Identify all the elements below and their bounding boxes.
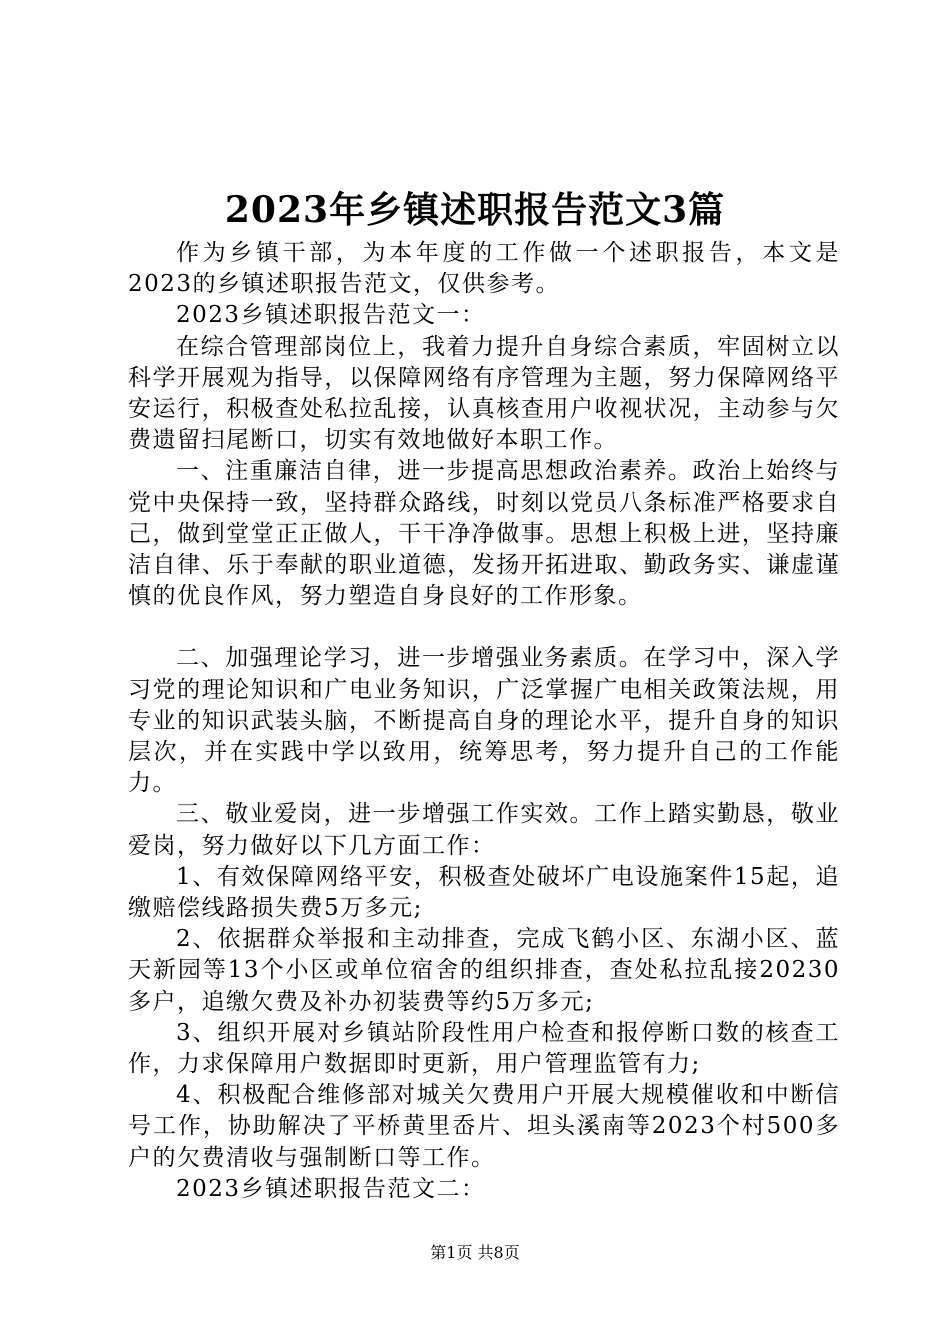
list-item: 4、积极配合维修部对城关欠费用户开展大规模催收和中断信号工作，协助解决了平桥黄里岙片、坦头溪南等2023个村500多户的欠费清收与强制断口等工作。 xyxy=(128,1082,840,1171)
list-item: 1、有效保障网络平安，积极查处破坏广电设施案件15起，追缴赔偿线路损失费5万多元; xyxy=(128,863,840,922)
body-paragraph: 二、加强理论学习，进一步增强业务素质。在学习中，深入学习党的理论知识和广电业务知识，广泛掌握广电相关政策法规，用专业的知识武装头脑，不断提高自身的理论水平，提升自身的知识层次，并在实践中学以致用，统筹思考，努力提升自己的工作能力。 xyxy=(128,645,840,797)
body-paragraph: 一、注重廉洁自律，进一步提高思想政治素养。政治上始终与党中央保持一致，坚持群众路线，时刻以党员八条标准严格要求自己，做到堂堂正正做人，干干净净做事。思想上积极上进，坚持廉洁自律、乐于奉献的职业道德，发扬开拓进取、勤政务实、谦虚谨慎的优良作风，努力塑造自身良好的工作形象。 xyxy=(128,458,840,610)
section-heading-2: 2023乡镇述职报告范文二： xyxy=(176,1175,486,1202)
list-item: 2、依据群众举报和主动排查，完成飞鹤小区、东湖小区、蓝天新园等13个小区或单位宿舍的组织排查，查处私拉乱接20230多户，追缴欠费及补办初装费等约5万多元; xyxy=(128,926,840,1015)
page-footer: 第1页 共8页 xyxy=(430,1243,520,1262)
intro-paragraph: 作为乡镇干部，为本年度的工作做一个述职报告，本文是2023的乡镇述职报告范文，仅供参考。 xyxy=(128,240,840,298)
document-body xyxy=(128,238,840,1205)
section-heading-1: 2023乡镇述职报告范文一： xyxy=(176,302,486,329)
body-paragraph: 在综合管理部岗位上，我着力提升自身综合素质，牢固树立以科学开展观为指导，以保障网络有序管理为主题，努力保障网络平安运行，积极查处私拉乱接，认真核查用户收视状况，主动参与欠费遗留扫尾断口，切实有效地做好本职工作。 xyxy=(128,333,840,454)
document-title: 2023年乡镇述职报告范文3篇 xyxy=(224,189,726,231)
body-paragraph: 三、敬业爱岗，进一步增强工作实效。工作上踏实勤恳，敬业爱岗，努力做好以下几方面工作： xyxy=(128,801,840,859)
list-item: 3、组织开展对乡镇站阶段性用户检查和报停断口数的核查工作，力求保障用户数据即时更新，用户管理监管有力; xyxy=(128,1019,840,1078)
